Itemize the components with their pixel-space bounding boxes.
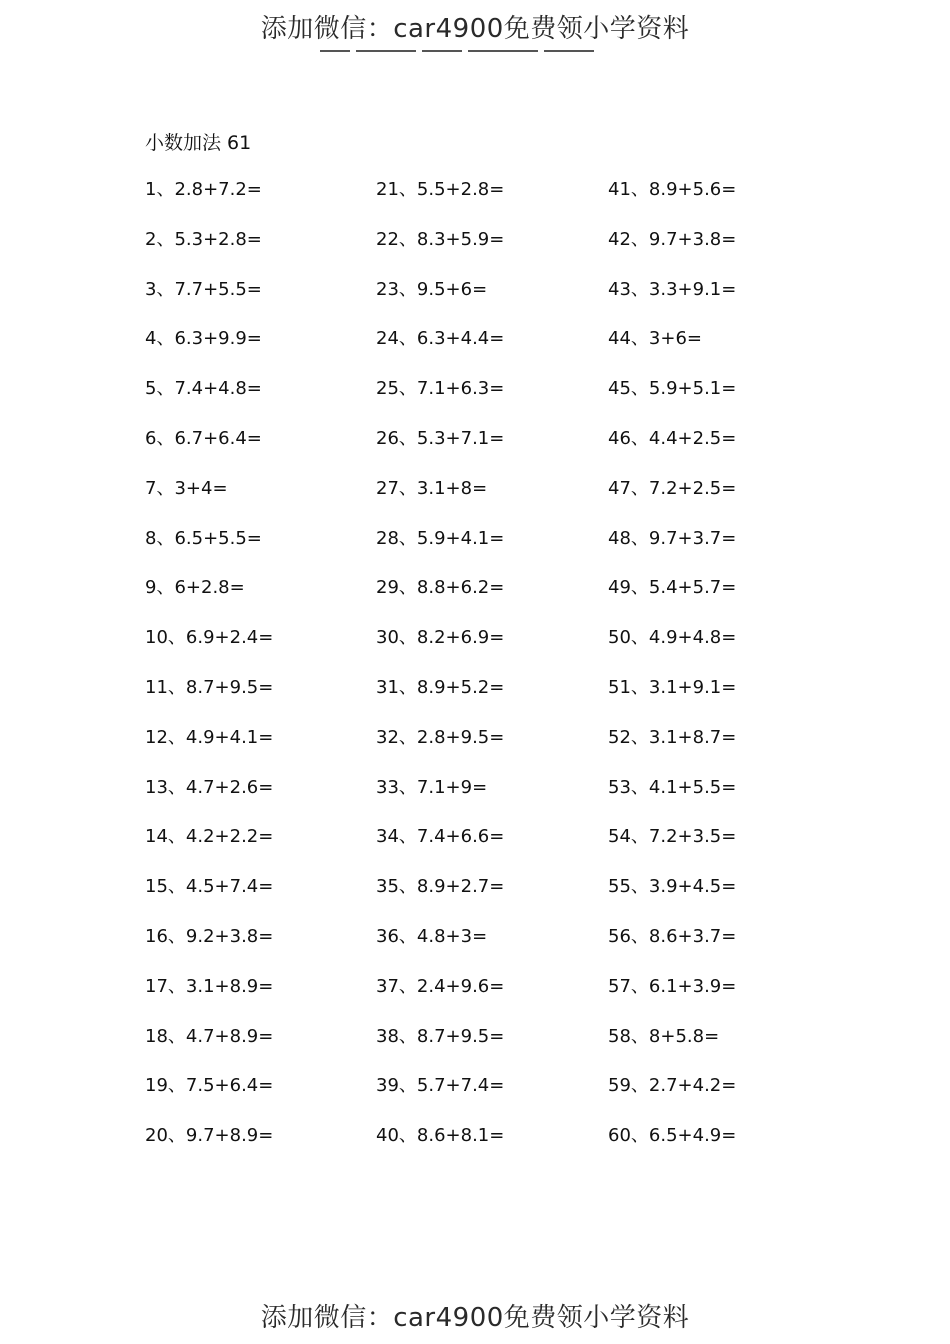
problem-item: 52、3.1+8.7=	[608, 726, 737, 748]
problem-item: 38、8.7+9.5=	[376, 1025, 505, 1047]
problem-item: 30、8.2+6.9=	[376, 627, 505, 649]
problem-item: 9、6+2.8=	[145, 577, 245, 599]
problem-item: 1、2.8+7.2=	[145, 179, 262, 200]
problem-item: 24、6.3+4.4=	[376, 328, 505, 350]
problem-item: 16、9.2+3.8=	[145, 925, 274, 947]
problem-item: 48、9.7+3.7=	[608, 527, 737, 549]
problem-item: 32、2.8+9.5=	[376, 726, 505, 748]
problem-item: 15、4.5+7.4=	[145, 876, 274, 898]
problem-item: 51、3.1+9.1=	[608, 676, 737, 698]
problem-item: 59、2.7+4.2=	[608, 1075, 737, 1097]
problem-column-2	[376, 178, 504, 1174]
problem-item: 33、7.1+9=	[376, 776, 488, 798]
watermark-top: 添加微信：car4900免费领小学资料	[260, 14, 690, 44]
problem-item: 37、2.4+9.6=	[376, 975, 505, 997]
problem-item: 40、8.6+8.1=	[376, 1125, 505, 1147]
problem-item: 19、7.5+6.4=	[145, 1075, 274, 1097]
problem-item: 53、4.1+5.5=	[608, 776, 737, 798]
problem-item: 3、7.7+5.5=	[145, 278, 262, 300]
problem-item: 12、4.9+4.1=	[145, 726, 274, 748]
problem-item: 6、6.7+6.4=	[145, 427, 262, 449]
problem-item: 45、5.9+5.1=	[608, 378, 737, 400]
problem-item: 28、5.9+4.1=	[376, 527, 505, 549]
problem-item: 54、7.2+3.5=	[608, 826, 737, 848]
problem-item: 57、6.1+3.9=	[608, 975, 737, 997]
problem-item: 17、3.1+8.9=	[145, 975, 274, 997]
problem-item: 2、5.3+2.8=	[145, 228, 262, 250]
problem-item: 44、3+6=	[608, 328, 702, 350]
problem-item: 25、7.1+6.3=	[376, 378, 505, 400]
watermark-bottom: 添加微信：car4900免费领小学资料	[260, 1303, 690, 1333]
problem-item: 27、3.1+8=	[376, 477, 488, 499]
problem-item: 29、8.8+6.2=	[376, 577, 505, 599]
problem-item: 56、8.6+3.7=	[608, 925, 737, 947]
obscured-subtitle-line	[320, 40, 630, 52]
problem-item: 10、6.9+2.4=	[145, 627, 274, 649]
problem-item: 55、3.9+4.5=	[608, 876, 737, 898]
problem-item: 35、8.9+2.7=	[376, 876, 505, 898]
problem-item: 60、6.5+4.9=	[608, 1125, 737, 1147]
problem-item: 46、4.4+2.5=	[608, 427, 737, 449]
problem-item: 7、3+4=	[145, 477, 228, 499]
problem-item: 5、7.4+4.8=	[145, 378, 262, 400]
problem-item: 14、4.2+2.2=	[145, 826, 274, 848]
problem-item: 47、7.2+2.5=	[608, 477, 737, 499]
problem-item: 34、7.4+6.6=	[376, 826, 505, 848]
problem-item: 18、4.7+8.9=	[145, 1025, 274, 1047]
problem-item: 58、8+5.8=	[608, 1025, 720, 1047]
problem-item: 41、8.9+5.6=	[608, 179, 737, 200]
problem-column-1	[145, 178, 273, 1174]
problem-item: 23、9.5+6=	[376, 278, 488, 300]
problem-column-3	[608, 178, 736, 1174]
problem-item: 42、9.7+3.8=	[608, 228, 737, 250]
problem-item: 11、8.7+9.5=	[145, 676, 274, 698]
problem-item: 4、6.3+9.9=	[145, 328, 262, 350]
problem-item: 8、6.5+5.5=	[145, 527, 262, 549]
problem-item: 13、4.7+2.6=	[145, 776, 274, 798]
problem-item: 31、8.9+5.2=	[376, 676, 505, 698]
problem-item: 22、8.3+5.9=	[376, 228, 505, 250]
problem-item: 49、5.4+5.7=	[608, 577, 737, 599]
problem-item: 20、9.7+8.9=	[145, 1125, 274, 1147]
problem-item: 43、3.3+9.1=	[608, 278, 737, 300]
problem-item: 21、5.5+2.8=	[376, 179, 505, 200]
problem-item: 26、5.3+7.1=	[376, 427, 505, 449]
problem-item: 50、4.9+4.8=	[608, 627, 737, 649]
problem-item: 39、5.7+7.4=	[376, 1075, 505, 1097]
problem-item: 36、4.8+3=	[376, 925, 488, 947]
worksheet-title: 小数加法 61	[145, 132, 252, 154]
